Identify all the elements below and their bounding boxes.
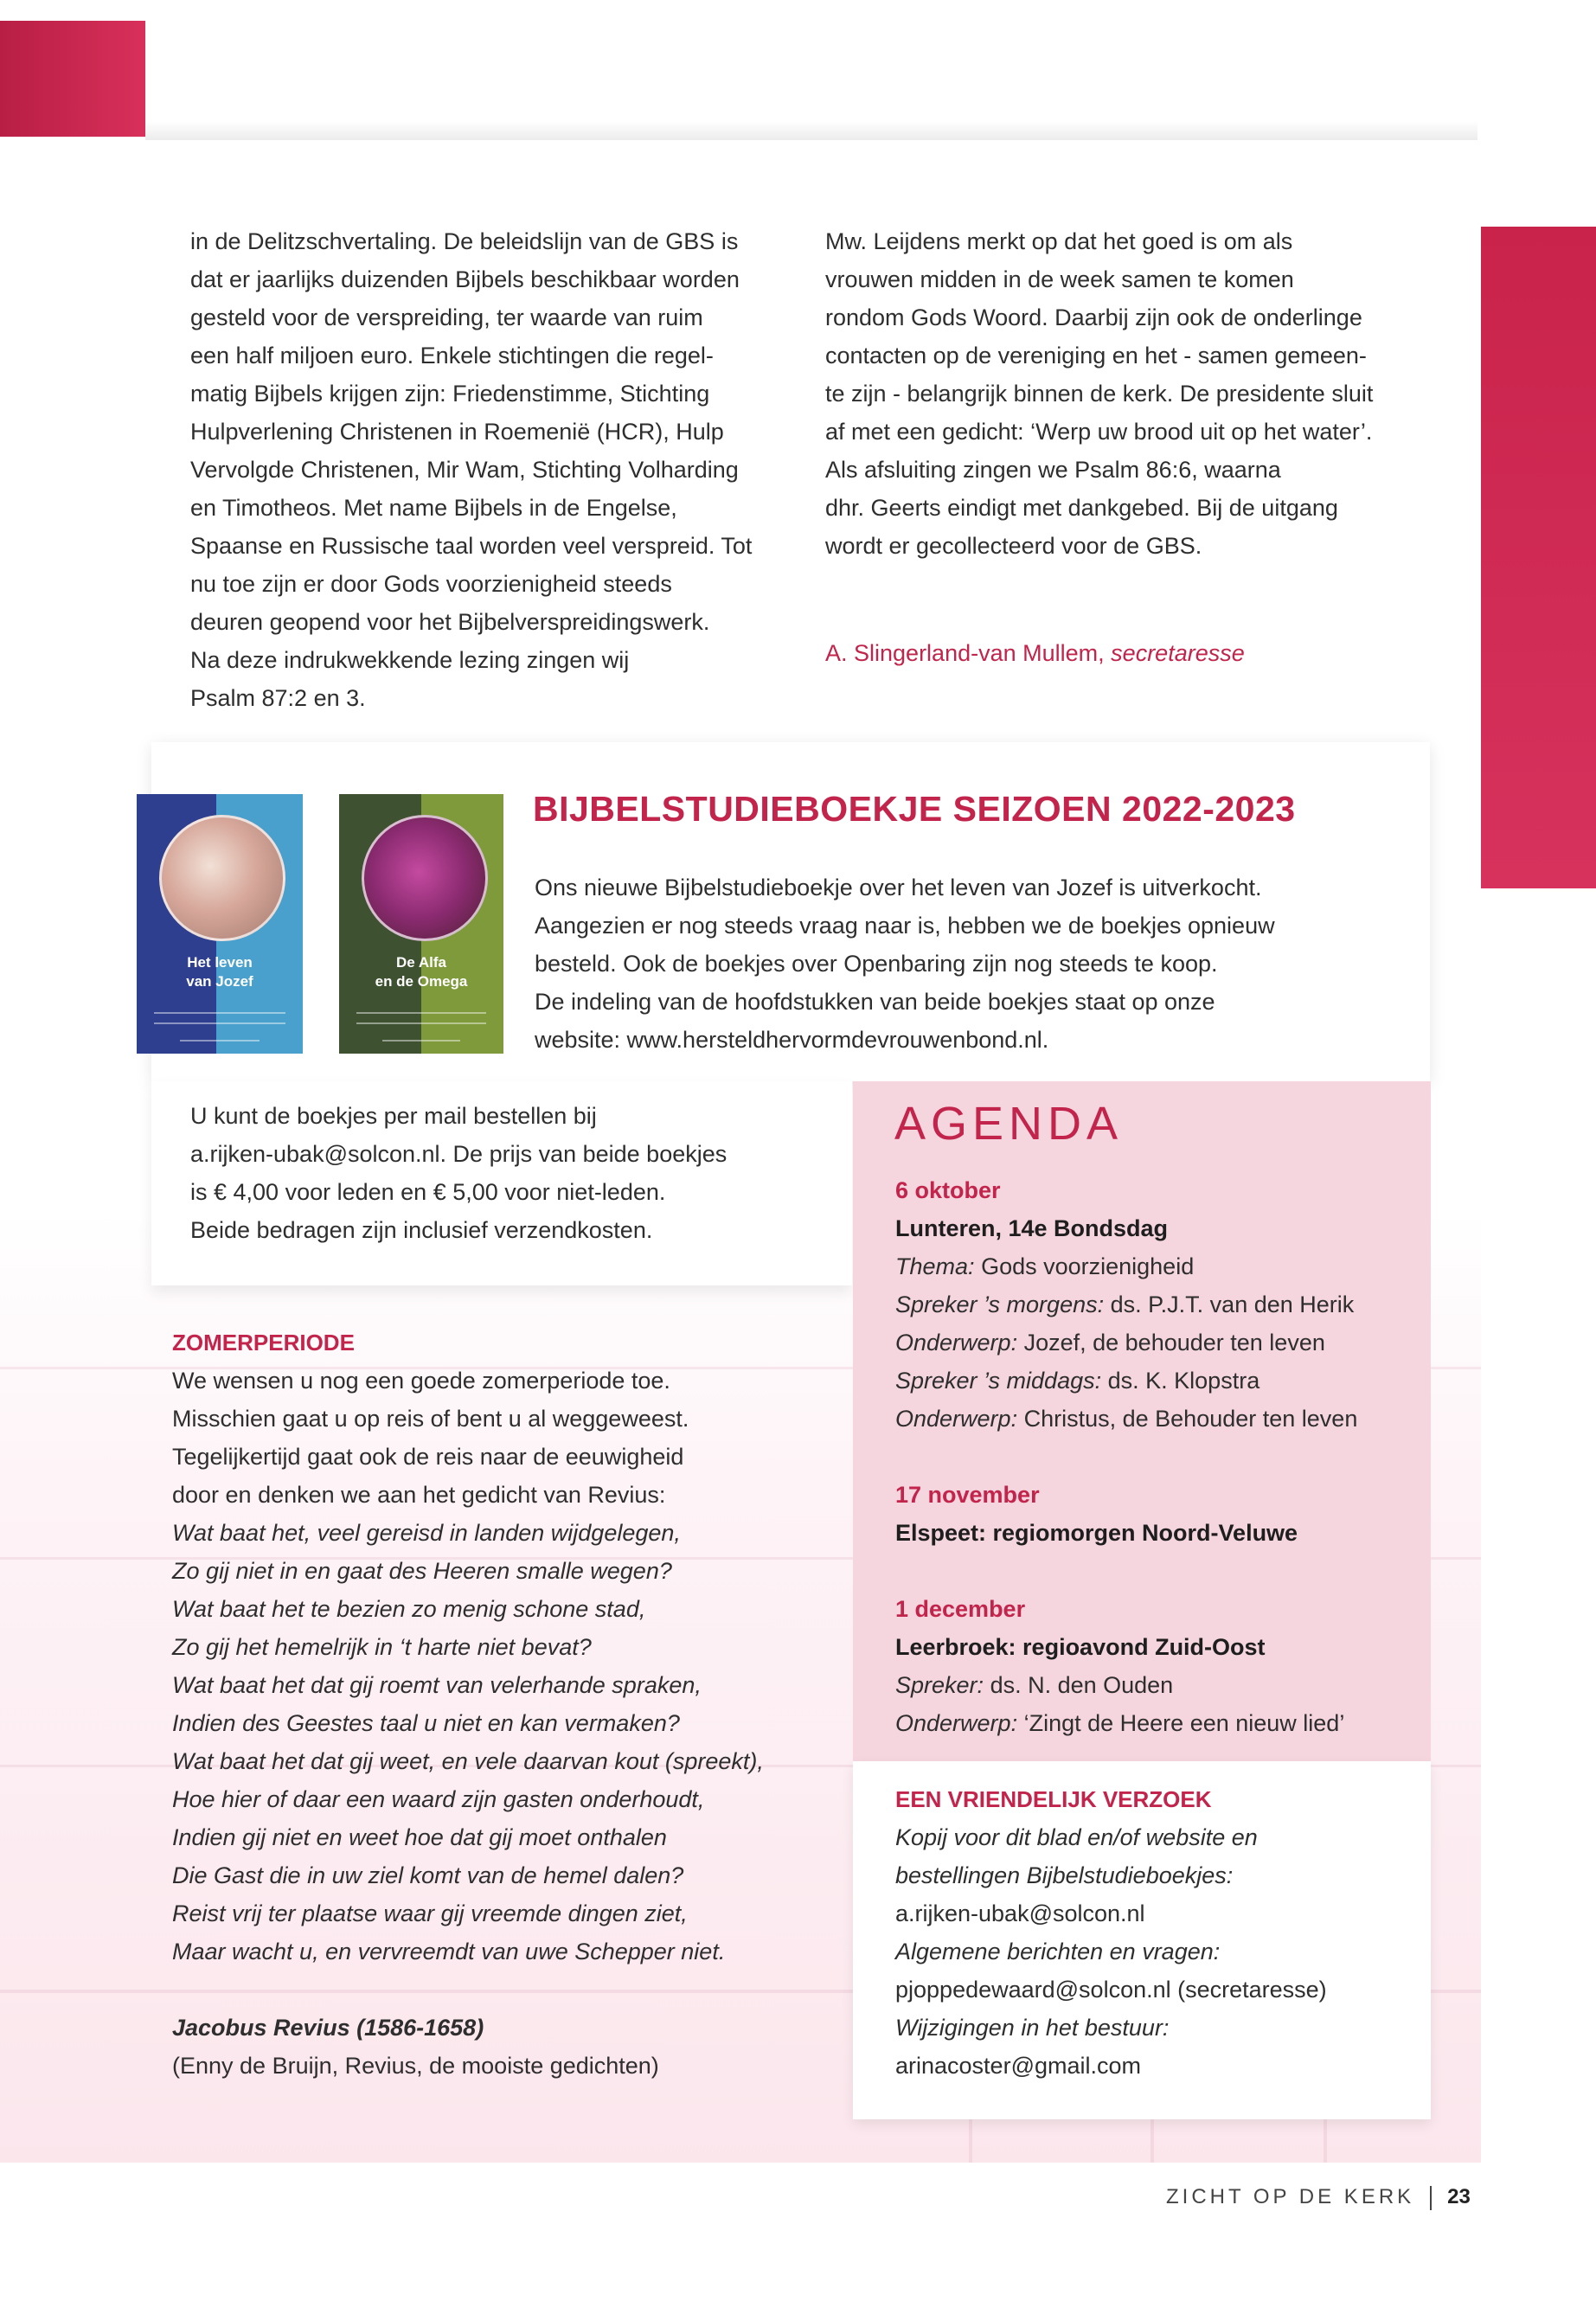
agenda-detail <box>895 1400 1414 1438</box>
text-line: Vervolgde Christenen, Mir Wam, Stichting Volharding <box>190 457 739 483</box>
poem-line: Reist vrij ter plaatse waar gij vreemde dingen ziet, <box>172 1900 688 1926</box>
text-line: dat er jaarlijks duizenden Bijbels beschikbaar worden <box>190 266 740 292</box>
text-line: Spaanse en Russische taal worden veel verspreid. Tot <box>190 533 753 559</box>
agenda-place: Leerbroek: regioavond Zuid-Oost <box>895 1634 1266 1660</box>
request-email[interactable]: pjoppedewaard@solcon.nl (secretaresse) <box>895 1977 1327 2003</box>
text-line: We wensen u nog een goede zomerperiode toe. <box>172 1368 670 1394</box>
cover-photo <box>362 815 488 941</box>
poem-line: Wat baat het te bezien zo menig schone stad, <box>172 1596 646 1622</box>
request-email[interactable]: a.rijken-ubak@solcon.nl <box>895 1900 1145 1926</box>
poem-author: Jacobus Revius (1586-1658) <box>172 2015 484 2041</box>
text-line: contacten op de vereniging en het - samen gemeen- <box>825 343 1367 369</box>
text-line: deuren geopend voor het Bijbelverspreidingswerk. <box>190 609 710 635</box>
cover-publisher-mark <box>382 1040 460 1042</box>
poem-line: Zo gij het hemelrijk in ‘t harte niet bevat? <box>172 1634 592 1660</box>
book-title <box>137 953 303 991</box>
summer-title: ZOMERPERIODE <box>172 1330 355 1356</box>
text-line: Ons nieuwe Bijbelstudieboekje over het leven van Jozef is uitverkocht. <box>535 875 1262 901</box>
text-line: door en denken we aan het gedicht van Revius: <box>172 1482 666 1508</box>
cover-publisher-mark <box>180 1040 260 1042</box>
detail-value: ds. N. den Ouden <box>990 1672 1174 1698</box>
book-title-line: en de Omega <box>375 973 468 990</box>
poem-line: Wat baat het dat gij roemt van velerhande spraken, <box>172 1672 702 1698</box>
poem-line: Die Gast die in uw ziel komt van de hemel dalen? <box>172 1862 684 1888</box>
text-line: website: www.hersteldhervormdevrouwenbond.nl. <box>535 1027 1049 1053</box>
agenda-date: 6 oktober <box>895 1177 1001 1203</box>
text-line: vrouwen midden in de week samen te komen <box>825 266 1294 292</box>
text-line: Hulpverlening Christenen in Roemenië (HCR), Hulp <box>190 419 724 445</box>
agenda-detail <box>895 1247 1414 1285</box>
text-line: matig Bijbels krijgen zijn: Friedenstimme, Stichting <box>190 381 710 407</box>
text-line: Psalm 87:2 en 3. <box>190 685 366 711</box>
text-line: is € 4,00 voor leden en € 5,00 voor niet-leden. <box>190 1179 666 1205</box>
text-line: dhr. Geerts eindigt met dankgebed. Bij de uitgang <box>825 495 1338 521</box>
detail-label: Onderwerp: <box>895 1330 1018 1356</box>
signature-role: secretaresse <box>1111 640 1245 666</box>
bible-study-title: BIJBELSTUDIEBOEKJE SEIZOEN 2022-2023 <box>533 789 1296 829</box>
detail-value: Christus, de Behouder ten leven <box>1023 1406 1358 1432</box>
cover-subtitle-mark <box>154 1012 285 1014</box>
top-color-block <box>0 21 145 137</box>
text-line: a.rijken-ubak@solcon.nl. De prijs van beide boekjes <box>190 1141 727 1167</box>
request-email[interactable]: arinacoster@gmail.com <box>895 2053 1142 2079</box>
text-line: Aangezien er nog steeds vraag naar is, hebben we de boekjes opnieuw <box>535 913 1275 939</box>
book-title-line: Het leven <box>187 954 253 971</box>
agenda-date: 1 december <box>895 1596 1026 1622</box>
text-line: af met een gedicht: ‘Werp uw brood uit op het water’. <box>825 419 1373 445</box>
poem-line: Indien gij niet en weet hoe dat gij moet onthalen <box>172 1824 667 1850</box>
text-line: rondom Gods Woord. Daarbij zijn ook de onderlinge <box>825 304 1362 330</box>
text-line: Als afsluiting zingen we Psalm 86:6, waarna <box>825 457 1281 483</box>
detail-value: ds. K. Klopstra <box>1107 1368 1260 1394</box>
agenda-detail <box>895 1285 1414 1324</box>
detail-label: Spreker: <box>895 1672 984 1698</box>
signature-name: A. Slingerland-van Mullem, <box>825 640 1105 666</box>
agenda-title: AGENDA <box>894 1098 1124 1150</box>
detail-label: Onderwerp: <box>895 1710 1018 1736</box>
poem-line: Wat baat het dat gij weet, en vele daarvan kout (spreekt), <box>172 1748 764 1774</box>
request-line: Algemene berichten en vragen: <box>895 1939 1221 1965</box>
detail-label: Spreker ’s morgens: <box>895 1292 1105 1317</box>
book-title-line: van Jozef <box>186 973 253 990</box>
detail-label: Thema: <box>895 1253 975 1279</box>
agenda-place: Lunteren, 14e Bondsdag <box>895 1215 1169 1241</box>
text-line: gesteld voor de verspreiding, ter waarde van ruim <box>190 304 703 330</box>
text-line: Na deze indrukwekkende lezing zingen wij <box>190 647 630 673</box>
request-title: EEN VRIENDELIJK VERZOEK <box>895 1786 1212 1812</box>
text-line: en Timotheos. Met name Bijbels in de Engelse, <box>190 495 677 521</box>
cover-subtitle-mark <box>356 1022 486 1024</box>
page-number: 23 <box>1447 2185 1471 2208</box>
article-signature <box>825 640 1245 667</box>
text-line: Misschien gaat u op reis of bent u al weggeweest. <box>172 1406 689 1432</box>
cover-subtitle-mark <box>154 1022 285 1024</box>
agenda-list <box>895 1171 1414 1742</box>
detail-value: Jozef, de behouder ten leven <box>1023 1330 1325 1356</box>
book-cover-alfa-omega <box>339 794 503 1054</box>
detail-value: ‘Zingt de Heere een nieuw lied’ <box>1023 1710 1345 1736</box>
detail-value: Gods voorzienigheid <box>981 1253 1195 1279</box>
text-line: besteld. Ook de boekjes over Openbaring zijn nog steeds te koop. <box>535 951 1218 977</box>
request-section <box>895 1780 1414 2085</box>
right-color-bar <box>1481 227 1596 888</box>
summer-section <box>172 1324 804 2085</box>
bible-study-body <box>535 868 1408 1059</box>
cover-photo <box>159 815 285 941</box>
text-line: wordt er gecollecteerd voor de GBS. <box>825 533 1202 559</box>
agenda-place: Elspeet: regiomorgen Noord-Veluwe <box>895 1520 1298 1546</box>
agenda-detail <box>895 1324 1414 1362</box>
poem-line: Maar wacht u, en vervreemdt van uwe Schepper niet. <box>172 1939 726 1965</box>
cover-subtitle-mark <box>356 1012 486 1014</box>
text-line: Mw. Leijdens merkt op dat het goed is om als <box>825 228 1293 254</box>
text-line: Tegelijkertijd gaat ook de reis naar de eeuwigheid <box>172 1444 684 1470</box>
poem-line: Hoe hier of daar een waard zijn gasten onderhoudt, <box>172 1786 705 1812</box>
poem-source: (Enny de Bruijn, Revius, de mooiste gedichten) <box>172 2053 659 2079</box>
poem-line: Zo gij niet in en gaat des Heeren smalle wegen? <box>172 1558 672 1584</box>
text-line: Beide bedragen zijn inclusief verzendkosten. <box>190 1217 653 1243</box>
article-left-column <box>190 222 779 717</box>
book-cover-jozef <box>137 794 303 1054</box>
text-line: De indeling van de hoofdstukken van beide boekjes staat op onze <box>535 989 1215 1015</box>
text-line: een half miljoen euro. Enkele stichtingen die regel- <box>190 343 714 369</box>
agenda-detail <box>895 1666 1414 1704</box>
poem-line: Indien des Geestes taal u niet en kan vermaken? <box>172 1710 680 1736</box>
poem-line: Wat baat het, veel gereisd in landen wijdgelegen, <box>172 1520 681 1546</box>
text-line: te zijn - belangrijk binnen de kerk. De presidente sluit <box>825 381 1374 407</box>
page-footer <box>1166 2185 1471 2210</box>
book-title <box>339 953 503 991</box>
text-line: in de Delitzschvertaling. De beleidslijn van de GBS is <box>190 228 739 254</box>
request-line: bestellingen Bijbelstudieboekjes: <box>895 1862 1234 1888</box>
bible-study-order-text <box>190 1097 813 1249</box>
top-shadow-band <box>145 121 1477 140</box>
request-line: Kopij voor dit blad en/of website en <box>895 1824 1258 1850</box>
detail-label: Spreker ’s middags: <box>895 1368 1102 1394</box>
book-title-line: De Alfa <box>396 954 446 971</box>
text-line: nu toe zijn er door Gods voorzienigheid steeds <box>190 571 672 597</box>
request-line: Wijzigingen in het bestuur: <box>895 2015 1170 2041</box>
detail-value: ds. P.J.T. van den Herik <box>1110 1292 1355 1317</box>
agenda-detail <box>895 1704 1414 1742</box>
agenda-date: 17 november <box>895 1482 1040 1508</box>
agenda-detail <box>895 1362 1414 1400</box>
footer-separator <box>1430 2186 1432 2210</box>
article-right-column <box>825 222 1422 565</box>
detail-label: Onderwerp: <box>895 1406 1018 1432</box>
magazine-name: ZICHT OP DE KERK <box>1166 2185 1415 2208</box>
text-line: U kunt de boekjes per mail bestellen bij <box>190 1103 597 1129</box>
